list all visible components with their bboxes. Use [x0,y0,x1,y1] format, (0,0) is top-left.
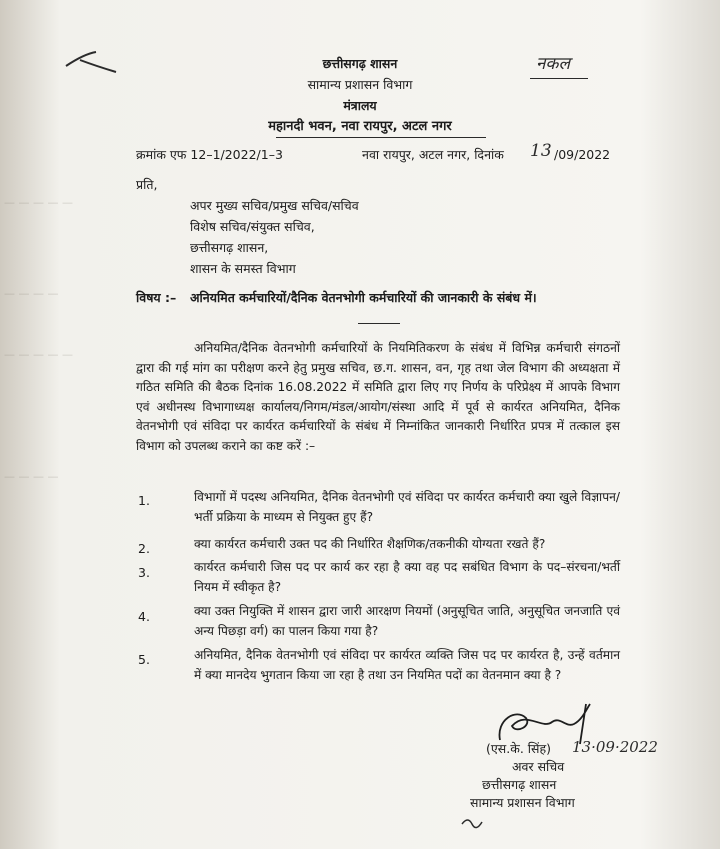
item-number: 5. [138,652,150,667]
item-text: कार्यरत कर्मचारी जिस पद पर कार्य कर रहा है क्या वह पद सबंधित विभाग के पद–संरचना/भर्ती नियम में स्वीकृत है? [194,560,620,594]
place-date-prefix: नवा रायपुर, अटल नगर, दिनांक [362,147,504,162]
address-line-2: विशेष सचिव/संयुक्त सचिव, [190,219,315,234]
handwritten-day: 13 [530,141,552,161]
bleed-through-mark: — — — — [4,287,59,300]
bleed-through-mark: — — — — [4,470,59,483]
header-line-4: महानदी भवन, नवा रायपुर, अटल नगर [268,119,452,134]
ink-mark-icon [460,814,484,830]
item-number: 2. [138,541,150,556]
prati-label: प्रति, [136,177,158,192]
subject-text: अनियमित कर्मचारियों/दैनिक वेतनभोगी कर्मचारियों की जानकारी के संबंध में। [190,290,537,305]
item-text: क्या कार्यरत कर्मचारी उक्त पद की निर्धारित शैक्षणिक/तकनीकी योग्यता रखते हैं? [194,537,546,551]
header-line-3: मंत्रालय [343,98,377,113]
header-underline [276,137,486,138]
header-line-1: छत्तीसगढ़ शासन [322,56,398,71]
copy-stamp: नकल [536,54,571,74]
signatory-name: (एस.के. सिंह) [486,741,551,756]
item-text: अनियमित, दैनिक वेतनभोगी एवं संविदा पर कार्यरत व्यक्ति जिस पद पर कार्यरत है, उन्हें वर्तमान में क्या मानदेय भुगतान किया जा रहा है तथा उन नियमित पदों का वेतनमान क्या है ? [194,648,620,682]
month-year: /09/2022 [554,147,611,162]
signatory-designation: अवर सचिव [512,759,565,774]
bleed-through-mark: — — — — — [4,348,73,361]
address-line-1: अपर मुख्य सचिव/प्रमुख सचिव/सचिव [190,198,359,213]
body-paragraph: अनियमित/दैनिक वेतनभोगी कर्मचारियों के नियमितिकरण के संबंध में विभिन्न कर्मचारी संगठनों द्वारा की गई मांग का परीक्षण करने हेतु प्रमुख सचिव, छ.ग. शासन, वन, गृह तथा जेल विभाग की अध्यक्षता में गठित समिति की बैठक दिनांक 16.08.2022 में समिति द्वारा लिए गए निर्णय के परिप्रेक्ष्य में आपके विभाग एवं अधीनस्थ विभागाध्यक्ष कार्यालय/निगम/मंडल/आयोग/संस्था आदि में पूर्व से कार्यरत अनियमित, दैनिक वेतनभोगी एवं संविदा पर कार्यरत कर्मचारियों के संबंध में निम्नांकित जानकारी निर्धारित प्रपत्र में तत्काल इस विभाग को उपलब्ध कराने का कष्ट करें :– [136,341,620,453]
address-line-3: छत्तीसगढ़ शासन, [190,240,269,255]
subject-label: विषय :– [136,290,177,305]
item-number: 3. [138,565,150,580]
signatory-org-1: छत्तीसगढ़ शासन [482,777,557,792]
header-line-2: सामान्य प्रशासन विभाग [307,77,413,92]
item-number: 1. [138,493,150,508]
signatory-org-2: सामान्य प्रशासन विभाग [470,795,575,810]
subject-separator [358,323,400,324]
bleed-through-mark: — — — — — [4,196,73,209]
item-text: विभागों में पदस्थ अनियमित, दैनिक वेतनभोगी एवं संविदा पर कार्यरत कर्मचारी क्या खुले विज्ञापन/भर्ती प्रक्रिया के माध्यम से नियुक्त हुए हैं? [194,490,620,524]
address-line-4: शासन के समस्त विभाग [190,261,296,276]
item-text: क्या उक्त नियुक्ति में शासन द्वारा जारी आरक्षण नियमों (अनुसूचित जाति, अनुसूचित जनजाति एवं अन्य पिछड़ा वर्ग) का पालन किया गया है? [194,604,620,638]
reference-number: क्रमांक एफ 12–1/2022/1–3 [136,147,283,162]
handwritten-sign-date: 13·09·2022 [572,738,658,756]
item-number: 4. [138,609,150,624]
